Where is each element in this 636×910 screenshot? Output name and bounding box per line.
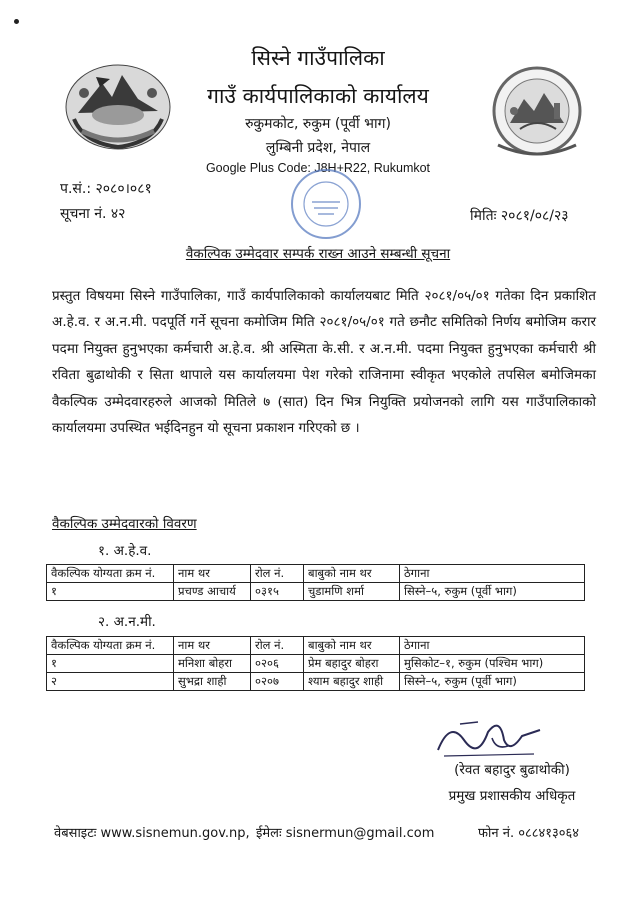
- table-cell: ०२०७: [251, 673, 304, 691]
- signer-title: प्रमुख प्रशासकीय अधिकृत: [448, 788, 576, 804]
- table-header-row: [47, 637, 585, 655]
- section-title-aheb: १. अ.हे.व.: [98, 543, 152, 559]
- reference-number: प.सं.: २०८०।०८१: [60, 181, 152, 197]
- address-line-1: रुकुमकोट, रुकुम (पूर्वी भाग): [245, 116, 391, 132]
- table-cell: मनिशा बोहरा: [174, 655, 251, 673]
- google-plus-code: Google Plus Code: J8H+R22, Rukumkot: [205, 161, 431, 175]
- table-cell: श्याम बहादुर शाही: [304, 673, 400, 691]
- table-cell: २: [47, 673, 174, 691]
- column-header: नाम थर: [174, 565, 251, 583]
- footer-website: वेबसाइटः www.sisnemun.gov.np,: [54, 826, 250, 841]
- handwritten-signature: [430, 710, 550, 762]
- signer-name: (रेवत बहादुर बुढाथोकी): [454, 762, 570, 778]
- address-line-2: लुम्बिनी प्रदेश, नेपाल: [265, 140, 371, 156]
- table-cell: प्रचण्ड आचार्य: [174, 583, 251, 601]
- column-header: नाम थर: [174, 637, 251, 655]
- section-title-anm: २. अ.न.मी.: [98, 614, 156, 630]
- notice-body: प्रस्तुत विषयमा सिस्ने गाउँपालिका, गाउँ कार्यपालिकाको कार्यालयबाट मिति २०८१/०५/०१ गतेका दिन प्रकाशित अ.हे.व. र अ.न.मी. पदपूर्ति गर्ने सूचना कमोजिम मिति २०८१/०५/०१ गते छनौट समितिको निर्णय बमोजिम करार पदमा नियुक्त हुनुभएका कर्मचारी अ.हे.व. श्री अस्मिता के.सी. र अ.न.मी. पदमा नियुक्त हुनुभएका कर्मचारी श्री रविता बुढाथोकी र सिता थापाले यस कार्यालयमा पेश गरेको राजिनामा स्वीकृत भएकोले तपसिल बमोजिमका वैकल्पिक उम्मेदवारहरुले आजको मितिले ७ (सात) दिन भित्र नियुक्ति प्रयोजनको लागि यस गाउँपालिकाको कार्यालयमा उपस्थित भईदिनहुन यो सूचना प्रकाशन गरिएको छ ।: [52, 288, 596, 437]
- column-header: ठेगाना: [400, 637, 585, 655]
- table-cell: मुसिकोट–१, रुकुम (पश्चिम भाग): [400, 655, 585, 673]
- column-header: ठेगाना: [400, 565, 585, 583]
- table-cell: सिस्ने–५, रुकुम (पूर्वी भाग): [400, 673, 585, 691]
- candidates-table-aheb: [46, 564, 585, 601]
- scan-speck: [14, 19, 19, 24]
- table-cell: १: [47, 655, 174, 673]
- column-header: वैकल्पिक योग्यता क्रम नं.: [47, 565, 174, 583]
- notice-number: सूचना नं. ४२: [60, 206, 126, 222]
- notice-subject: वैकल्पिक उम्मेदवार सम्पर्क राख्न आउने सम्बन्धी सूचना: [185, 246, 451, 262]
- notice-date: मितिः २०८१/०८/२३: [470, 208, 569, 224]
- footer-email: ईमेलः sisnermun@gmail.com: [256, 826, 435, 841]
- table-cell: प्रेम बहादुर बोहरा: [304, 655, 400, 673]
- municipality-name: सिस्ने गाउँपालिका: [251, 46, 385, 70]
- column-header: रोल नं.: [251, 637, 304, 655]
- column-header: बाबुको नाम थर: [304, 565, 400, 583]
- footer-phone: फोन नं. ०८८४१३०६४: [478, 826, 580, 841]
- table-row: [47, 673, 585, 691]
- details-heading: वैकल्पिक उम्मेदवारको विवरण: [52, 516, 197, 532]
- table-cell: सिस्ने–५, रुकुम (पूर्वी भाग): [400, 583, 585, 601]
- table-cell: सुभद्रा शाही: [174, 673, 251, 691]
- office-stamp: [288, 166, 364, 242]
- table-cell: ०३१५: [251, 583, 304, 601]
- table-cell: १: [47, 583, 174, 601]
- table-row: [47, 655, 585, 673]
- table-cell: ०२०६: [251, 655, 304, 673]
- column-header: रोल नं.: [251, 565, 304, 583]
- table-cell: चुडामणि शर्मा: [304, 583, 400, 601]
- column-header: वैकल्पिक योग्यता क्रम नं.: [47, 637, 174, 655]
- table-header-row: [47, 565, 585, 583]
- office-name: गाउँ कार्यपालिकाको कार्यालय: [207, 84, 429, 108]
- column-header: बाबुको नाम थर: [304, 637, 400, 655]
- candidates-table-anm: [46, 636, 585, 691]
- table-row: [47, 583, 585, 601]
